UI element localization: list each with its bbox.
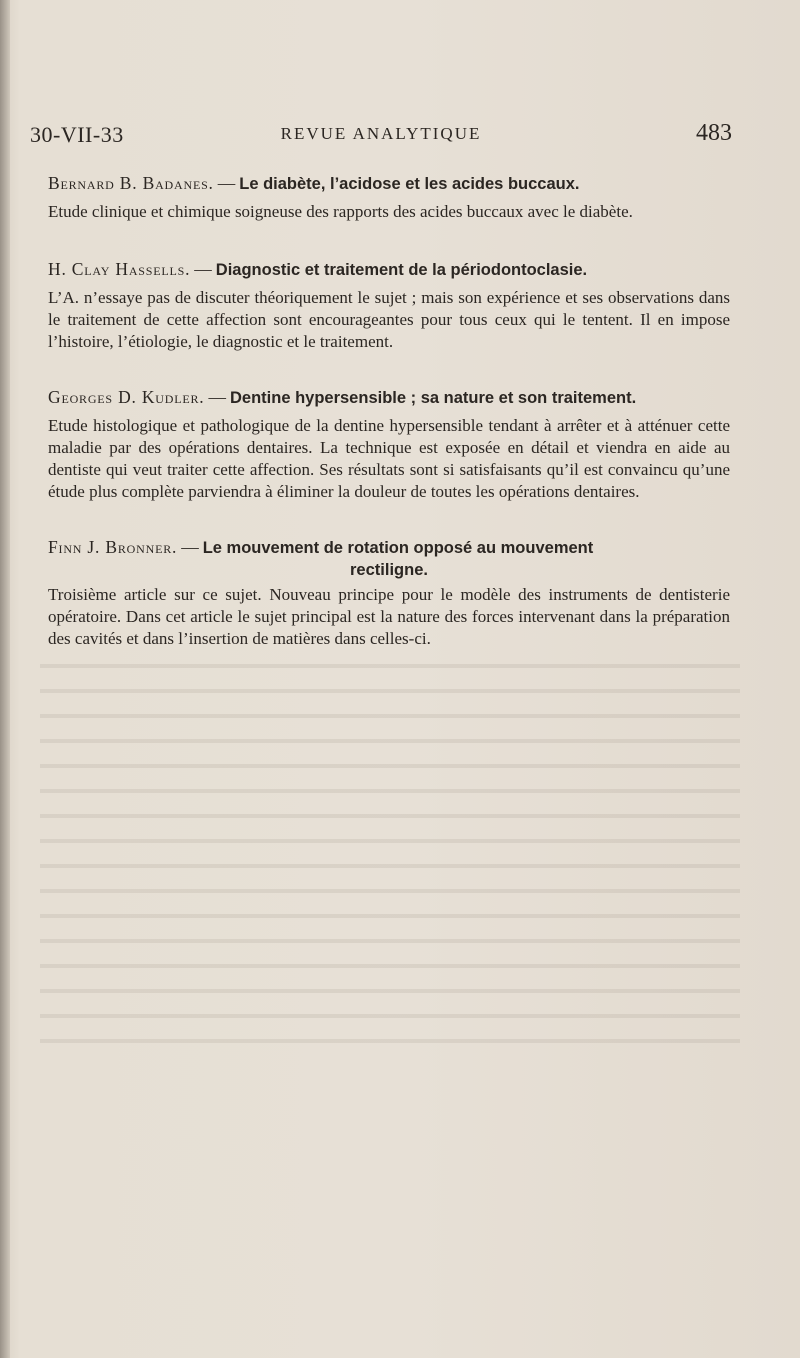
entry-author: Georges D. Kudler. <box>48 387 205 407</box>
entry-title: Le mouvement de rotation opposé au mouvement <box>202 539 594 557</box>
book-spine-shadow <box>0 0 10 1358</box>
entry-abstract: L’A. n’essaye pas de discuter théoriquement le sujet ; mais son expérience et ses observations dans le traitement de cette affection sont encourageantes pour tous ceux qui le tentent. Il en impose l’histoire, l’étiologie, le diagnostic et le traitement. <box>48 288 730 351</box>
entry-author: H. Clay Hassells. <box>48 259 191 279</box>
entry-title: Dentine hypersensible ; sa nature et son traitement. <box>229 389 637 407</box>
entry-heading <box>48 258 730 281</box>
dash: — <box>194 259 212 279</box>
page-number: 483 <box>696 120 732 146</box>
dash: — <box>181 537 199 557</box>
dash: — <box>217 173 236 193</box>
entry-kudler <box>48 386 730 503</box>
entry-abstract: Etude histologique et pathologique de la dentine hypersensible tendant à arrêter et à atténuer cette maladie par des opérations dentaires. La technique est exposée en détail et viendra en aide au dentiste qui veut traiter cette affection. Ses résultats sont si satisfaisants qu’il est convaincu qu’une étude plus complète parviendra à éliminer la douleur de toutes les opérations dentaires. <box>48 416 730 501</box>
entry-heading <box>48 536 730 559</box>
header-date: 30-VII-33 <box>30 122 124 147</box>
bleed-through-texture <box>40 650 740 1050</box>
entry-abstract: Troisième article sur ce sujet. Nouveau principe pour le modèle des instruments de dentisterie opératoire. Dans cet article le sujet principal est la nature des forces intervenant dans la préparation des cavités et dans l’insertion de matières dans celles-ci. <box>48 585 730 648</box>
entry-title: Le diabète, l’acidose et les acides buccaux. <box>239 175 580 193</box>
entry-bronner <box>48 536 730 650</box>
running-header <box>30 118 732 152</box>
entry-title-continued: rectiligne. <box>350 561 428 579</box>
entry-heading <box>48 172 730 195</box>
entry-author: Finn J. Bronner. <box>48 537 178 557</box>
entry-abstract: Etude clinique et chimique soigneuse des rapports des acides buccaux avec le diabète. <box>48 202 633 221</box>
header-title: REVUE ANALYTIQUE <box>280 124 482 143</box>
entry-heading <box>48 386 730 409</box>
entry-hassells <box>48 258 730 353</box>
entry-author: Bernard B. Badanes. <box>48 173 214 193</box>
dash: — <box>208 387 226 407</box>
entry-title: Diagnostic et traitement de la périodontoclasie. <box>215 261 588 279</box>
entry-badanes <box>48 172 730 223</box>
